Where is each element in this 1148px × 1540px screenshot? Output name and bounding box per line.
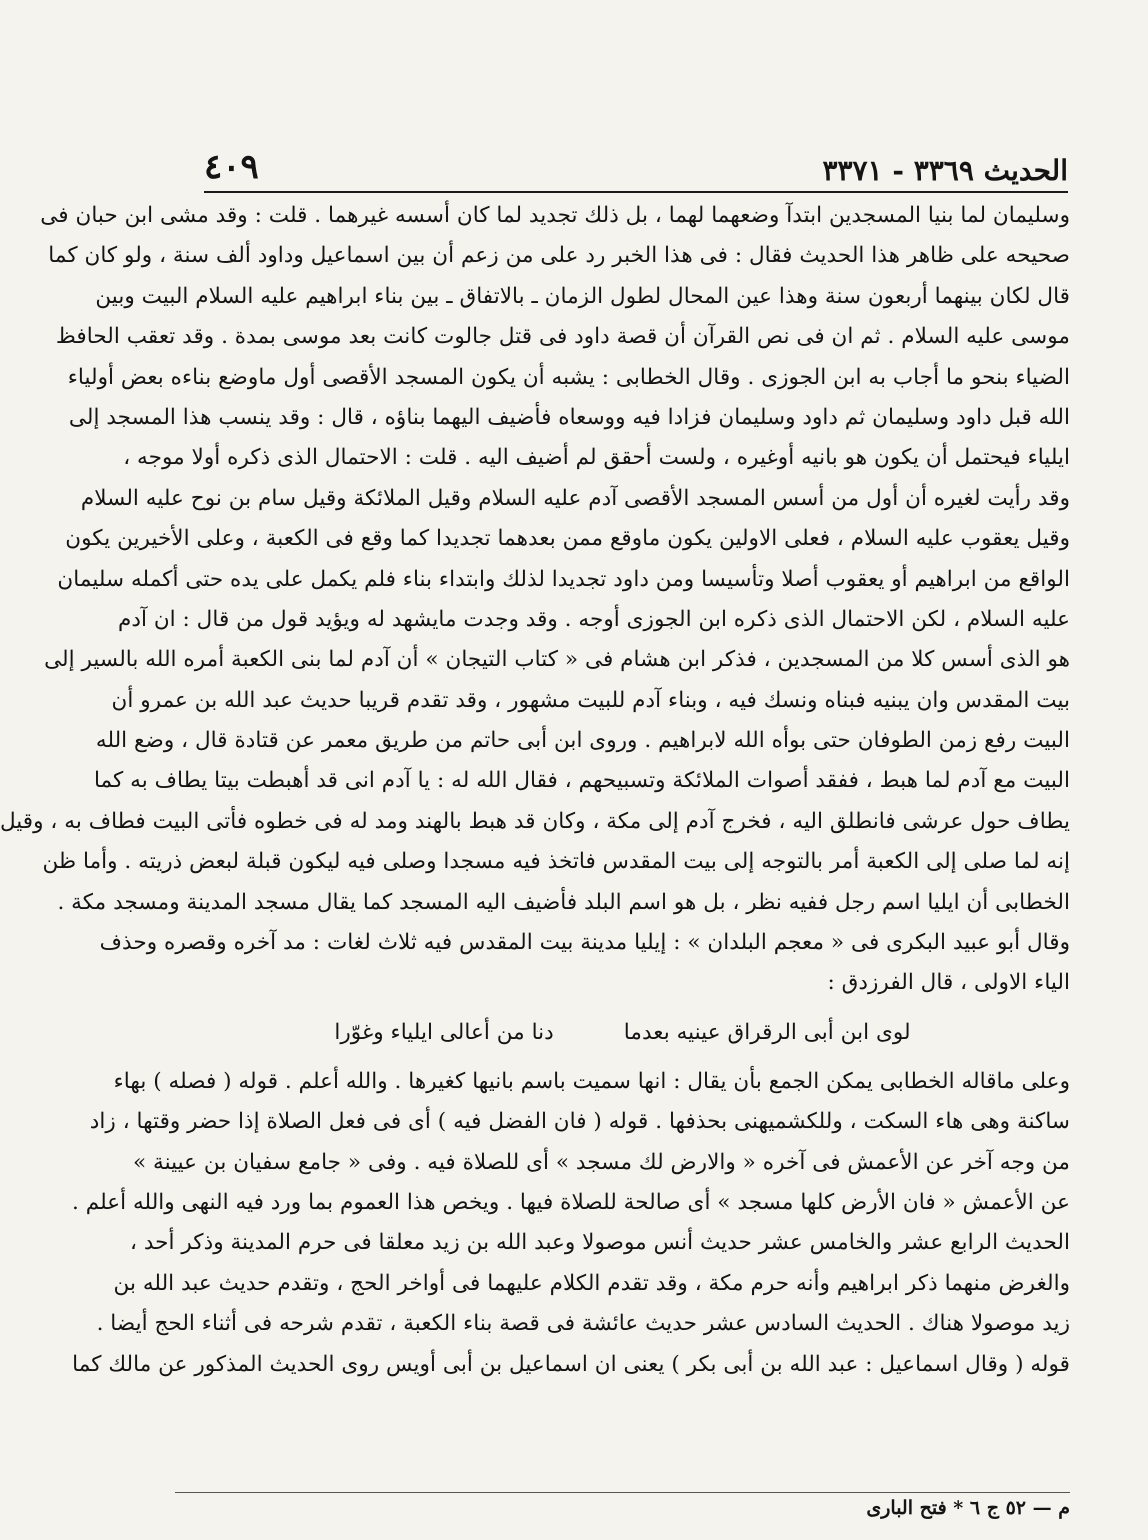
signature-footer: م — ٥٢ ج ٦ * فتح البارى [175, 1492, 1070, 1519]
text-line: عن الأعمش « فان الأرض كلها مسجد » أى صالحة للصلاة فيها . ويخص هذا العموم بما ورد فيه النهى والله أعلم . [71, 1189, 1070, 1215]
text-line: وقيل يعقوب عليه السلام ، فعلى الاولين يكون ماوقع ممن بعدهما تجديدا كما وقع فى الكعبة ، وعلى الأخيرين يكون [65, 526, 1070, 552]
page-header [204, 143, 1068, 193]
text-line: وقال أبو عبيد البكرى فى « معجم البلدان » : إيليا مدينة بيت المقدس فيه ثلاث لغات : مد آخره وقصره وحذف [99, 930, 1070, 956]
poem-hemistich-left: دنا من أعالى ايلياء وغوّرا [334, 1019, 554, 1045]
main-text [0, 196, 1070, 1385]
text-line: الحديث الرابع عشر والخامس عشر حديث أنس موصولا وعبد الله بن زيد معلقا فى حرم المدينة وذكر أحد ، [130, 1230, 1070, 1256]
text-line: قال لكان بينهما أربعون سنة وهذا عين المحال لطول الزمان ـ بالاتفاق ـ بين بناء ابراهيم عليه السلام البيت وبين [95, 283, 1070, 309]
text-line: الواقع من ابراهيم أو يعقوب أصلا وتأسيسا ومن داود تجديدا لذلك وابتداء بناء فلم يكمل على يده حتى أكمله سليمان [57, 566, 1070, 592]
text-line: ايلياء فيحتمل أن يكون هو بانيه أوغيره ، ولست أحقق لم أضيف اليه . قلت : الاحتمال الذى ذكره أولا موجه ، [123, 445, 1070, 471]
text-line: الضياء بنحو ما أجاب به ابن الجوزى . وقال الخطابى : يشبه أن يكون المسجد الأقصى أول ماوضع بناءه بعض أولياء [67, 364, 1070, 390]
poem-verse [175, 1004, 1070, 1062]
text-line: من وجه آخر عن الأعمش فى آخره « والارض لك مسجد » أى للصلاة فيه . وفى « جامع سفيان بن عيينة » [132, 1149, 1070, 1175]
text-line: وسليمان لما بنيا المسجدين ابتدآ وضعهما لهما ، بل ذلك تجديد لما كان أسسه غيرهما . قلت : وقد مشى ابن حبان فى [40, 203, 1070, 228]
text-line: إنه لما صلى إلى الكعبة أمر بالتوجه إلى بيت المقدس فاتخذ فيه مسجدا وصلى فيه ليكون قبلة لبعض ذريته . وأما ظن [42, 849, 1070, 875]
running-title: الحديث ٣٣٦٩ - ٣٣٧١ [822, 154, 1068, 187]
text-line: بيت المقدس وان يبنيه فبناه ونسك فيه ، وبناء آدم للبيت مشهور ، وقد تقدم قريبا حديث عبد الله بن عمرو أن [111, 687, 1070, 713]
text-line: البيت مع آدم لما هبط ، ففقد أصوات الملائكة وتسبيحهم ، فقال الله له : يا آدم انى قد أهبطت بيتا يطاف به كما [93, 768, 1070, 794]
text-line: وقد رأيت لغيره أن أول من أسس المسجد الأقصى آدم عليه السلام وقيل الملائكة وقيل سام بن نوح عليه السلام [80, 485, 1070, 511]
text-line: يطاف حول عرشى فانطلق اليه ، فخرج آدم إلى مكة ، وكان قد هبط بالهند ومد له فى خطوه فأتى البيت فطاف به ، وقيل [0, 808, 1070, 834]
text-line: عليه السلام ، لكن الاحتمال الذى ذكره ابن الجوزى أوجه . وقد وجدت مايشهد له ويؤيد قول من قال : ان آدم [117, 606, 1070, 632]
text-line: الله قبل داود وسليمان ثم داود وسليمان فزادا فيه ووسعاه فأضيف اليهما بناؤه ، قال : وقد ينسب هذا المسجد إلى [68, 404, 1070, 430]
paragraph-block-b [71, 1062, 1070, 1385]
text-line: هو الذى أسس كلا من المسجدين ، فذكر ابن هشام فى « كتاب التيجان » أن آدم لما بنى الكعبة أمره الله بالسير إلى [44, 647, 1070, 673]
text-line: البيت رفع زمن الطوفان حتى بوأه الله لابراهيم . وروى ابن أبى حاتم من طريق معمر عن قتادة قال ، وضع الله [95, 728, 1070, 754]
text-line: زيد موصولا هناك . الحديث السادس عشر حديث عائشة فى قصة بناء الكعبة ، تقدم شرحه فى أثناء الحج أيضا . [96, 1311, 1070, 1337]
text-line: قوله ( وقال اسماعيل : عبد الله بن أبى بكر ) يعنى ان اسماعيل بن أبى أويس روى الحديث المذكور عن مالك كما [72, 1351, 1070, 1377]
paragraph-block-a [0, 196, 1070, 1004]
text-line: وعلى ماقاله الخطابى يمكن الجمع بأن يقال : انها سميت باسم بانيها كغيرها . والله أعلم . قوله ( فصله ) بهاء [113, 1068, 1070, 1094]
poem-hemistich-right: لوى ابن أبى الرقراق عينيه بعدما [623, 1019, 911, 1045]
text-line: موسى عليه السلام . ثم ان فى نص القرآن أن قصة داود فى قتل جالوت كانت بعد موسى بمدة . وقد تعقب الحافظ [55, 324, 1070, 350]
text-line: ساكنة وهى هاء السكت ، وللكشميهنى بحذفها . قوله ( فان الفضل فيه ) أى فى فعل الصلاة إذا حضر وقتها ، زاد [89, 1109, 1070, 1135]
text-line: الياء الاولى ، قال الفرزدق : [827, 970, 1070, 996]
text-line: صحيحه على ظاهر هذا الحديث فقال : فى هذا الخبر رد على من زعم أن بين اسماعيل وداود ألف سنة ، ولو كان كما [48, 243, 1070, 269]
text-line: الخطابى أن ايليا اسم رجل ففيه نظر ، بل هو اسم البلد فأضيف اليه المسجد كما يقال مسجد المدينة ومسجد مكة . [57, 889, 1070, 915]
text-line: والغرض منهما ذكر ابراهيم وأنه حرم مكة ، وقد تقدم الكلام عليهما فى أواخر الحج ، وتقدم حديث عبد الله بن [113, 1270, 1070, 1296]
page-number: ٤٠٩ [204, 147, 259, 187]
